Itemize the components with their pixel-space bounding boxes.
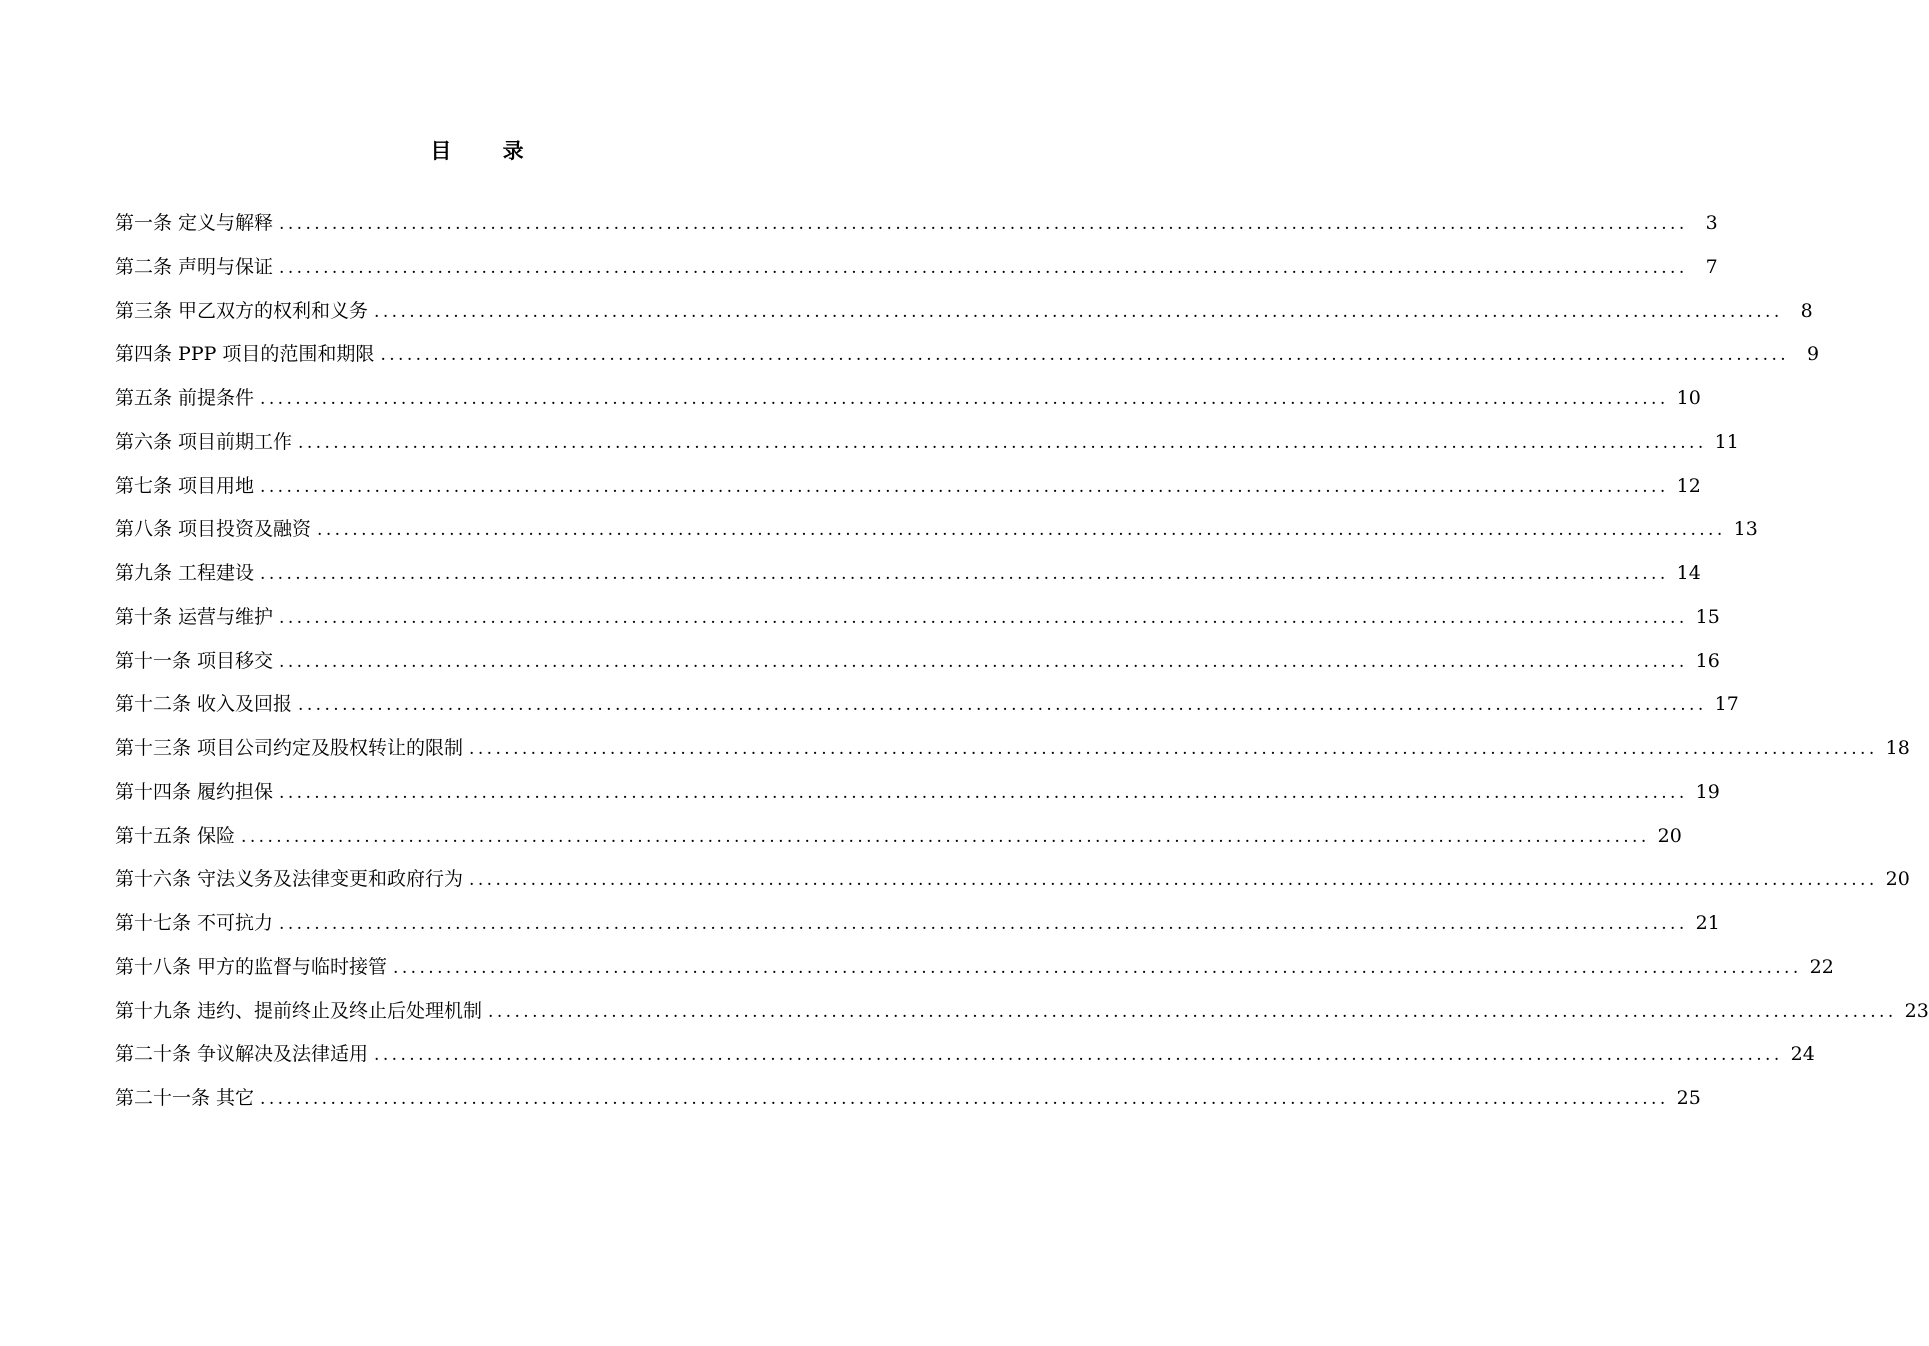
toc-entry-label: 第二条 声明与保证 xyxy=(115,255,274,278)
toc-entry-label: 第六条 项目前期工作 xyxy=(115,430,293,453)
toc-dot-leader: ................................................................................................................................................................ xyxy=(298,695,1707,716)
toc-page-number: 8 xyxy=(1800,299,1813,322)
toc-entry[interactable] xyxy=(115,821,1682,865)
toc-dot-leader: ................................................................................................................................................................ xyxy=(393,957,1802,978)
toc-page-number: 23 xyxy=(1904,999,1929,1022)
toc-dot-leader: ................................................................................................................................................................ xyxy=(279,651,1688,672)
toc-entry[interactable] xyxy=(115,777,1720,821)
toc-page-number: 22 xyxy=(1809,955,1834,978)
toc-entry[interactable] xyxy=(115,996,1929,1040)
toc-page-number: 24 xyxy=(1790,1043,1815,1066)
toc-dot-leader: ................................................................................................................................................................ xyxy=(279,914,1688,934)
toc-page-number: 3 xyxy=(1705,212,1718,234)
toc-entry-label: 第十条 运营与维护 xyxy=(115,605,274,628)
toc-entry-label: 第十七条 不可抗力 xyxy=(115,912,274,934)
toc-entry[interactable] xyxy=(115,1083,1701,1127)
toc-entry[interactable] xyxy=(115,514,1758,558)
toc-entry[interactable] xyxy=(115,1039,1815,1083)
toc-dot-leader: ................................................................................................................................................................ xyxy=(380,345,1790,366)
toc-page-number: 9 xyxy=(1806,343,1820,366)
toc-page-number: 15 xyxy=(1695,605,1720,628)
toc-entry[interactable] xyxy=(115,646,1720,690)
toc-page-number: 20 xyxy=(1885,868,1910,891)
toc-dot-leader: ................................................................................................................................................................ xyxy=(279,782,1688,803)
toc-dot-leader: ................................................................................................................................................................ xyxy=(279,214,1688,234)
toc-entry-label: 第三条 甲乙双方的权利和义务 xyxy=(115,299,369,322)
toc-entry[interactable] xyxy=(115,952,1834,996)
toc-page-number: 12 xyxy=(1676,474,1701,497)
toc-dot-leader: ................................................................................................................................................................ xyxy=(260,1089,1669,1109)
toc-entry[interactable] xyxy=(115,339,1820,383)
toc-page-number: 25 xyxy=(1676,1087,1701,1109)
toc-entry[interactable] xyxy=(115,471,1701,515)
toc-page-number: 20 xyxy=(1657,824,1682,847)
toc-entry[interactable] xyxy=(115,908,1720,952)
toc-title: 目 录 xyxy=(430,139,546,163)
toc-dot-leader: ................................................................................................................................................................ xyxy=(279,257,1688,278)
toc-entry[interactable] xyxy=(115,252,1718,296)
toc-entry[interactable] xyxy=(115,383,1701,427)
toc-page-number: 10 xyxy=(1676,387,1701,409)
toc-entry-label: 第二十一条 其它 xyxy=(115,1087,255,1109)
toc-entry-label: 第十九条 违约、提前终止及终止后处理机制 xyxy=(115,999,483,1022)
toc-entry[interactable] xyxy=(115,558,1701,602)
toc-entry-label: 第七条 项目用地 xyxy=(115,474,255,497)
toc-entry-label: 第十一条 项目移交 xyxy=(115,649,274,672)
toc-dot-leader: ................................................................................................................................................................ xyxy=(279,607,1688,628)
toc-entry[interactable] xyxy=(115,733,1910,777)
toc-entry-label: 第十六条 守法义务及法律变更和政府行为 xyxy=(115,868,464,891)
toc-entry-label: 第十八条 甲方的监督与临时接管 xyxy=(115,955,388,978)
toc-entry-label: 第一条 定义与解释 xyxy=(115,212,274,234)
toc-entry[interactable] xyxy=(115,208,1718,252)
toc-dot-leader: ................................................................................................................................................................ xyxy=(374,301,1783,322)
toc-dot-leader: ................................................................................................................................................................ xyxy=(298,432,1707,453)
toc-list xyxy=(115,208,1929,1127)
toc-dot-leader: ................................................................................................................................................................ xyxy=(488,1001,1897,1022)
toc-page-number: 19 xyxy=(1695,780,1720,803)
toc-entry-label: 第十二条 收入及回报 xyxy=(115,693,293,716)
toc-page-number: 21 xyxy=(1695,912,1720,934)
toc-dot-leader: ................................................................................................................................................................ xyxy=(260,476,1669,497)
toc-entry-label: 第四条 PPP 项目的范围和期限 xyxy=(115,343,375,366)
toc-page-number: 14 xyxy=(1676,562,1701,584)
toc-page-number: 18 xyxy=(1885,737,1910,759)
toc-dot-leader: ................................................................................................................................................................ xyxy=(260,389,1669,409)
toc-page-number: 13 xyxy=(1733,518,1758,541)
toc-dot-leader: ................................................................................................................................................................ xyxy=(374,1045,1783,1066)
toc-page-number: 17 xyxy=(1714,693,1739,716)
toc-entry-label: 第八条 项目投资及融资 xyxy=(115,518,312,541)
toc-entry[interactable] xyxy=(115,296,1813,340)
toc-entry-label: 第十五条 保险 xyxy=(115,824,236,847)
toc-entry-label: 第九条 工程建设 xyxy=(115,562,255,584)
toc-dot-leader: ................................................................................................................................................................ xyxy=(260,564,1669,584)
toc-entry[interactable] xyxy=(115,864,1910,908)
toc-page-number: 16 xyxy=(1695,649,1720,672)
toc-entry-label: 第十四条 履约担保 xyxy=(115,780,274,803)
toc-page-number: 11 xyxy=(1714,430,1739,453)
toc-dot-leader: ................................................................................................................................................................ xyxy=(469,870,1878,891)
toc-entry-label: 第五条 前提条件 xyxy=(115,387,255,409)
toc-dot-leader: ................................................................................................................................................................ xyxy=(469,739,1878,759)
toc-page-number: 7 xyxy=(1705,255,1718,278)
toc-dot-leader: ................................................................................................................................................................ xyxy=(241,826,1650,847)
toc-entry-label: 第十三条 项目公司约定及股权转让的限制 xyxy=(115,737,464,759)
toc-dot-leader: ................................................................................................................................................................ xyxy=(317,520,1726,541)
toc-entry[interactable] xyxy=(115,427,1739,471)
toc-entry[interactable] xyxy=(115,602,1720,646)
toc-entry-label: 第二十条 争议解决及法律适用 xyxy=(115,1043,369,1066)
toc-entry[interactable] xyxy=(115,689,1739,733)
